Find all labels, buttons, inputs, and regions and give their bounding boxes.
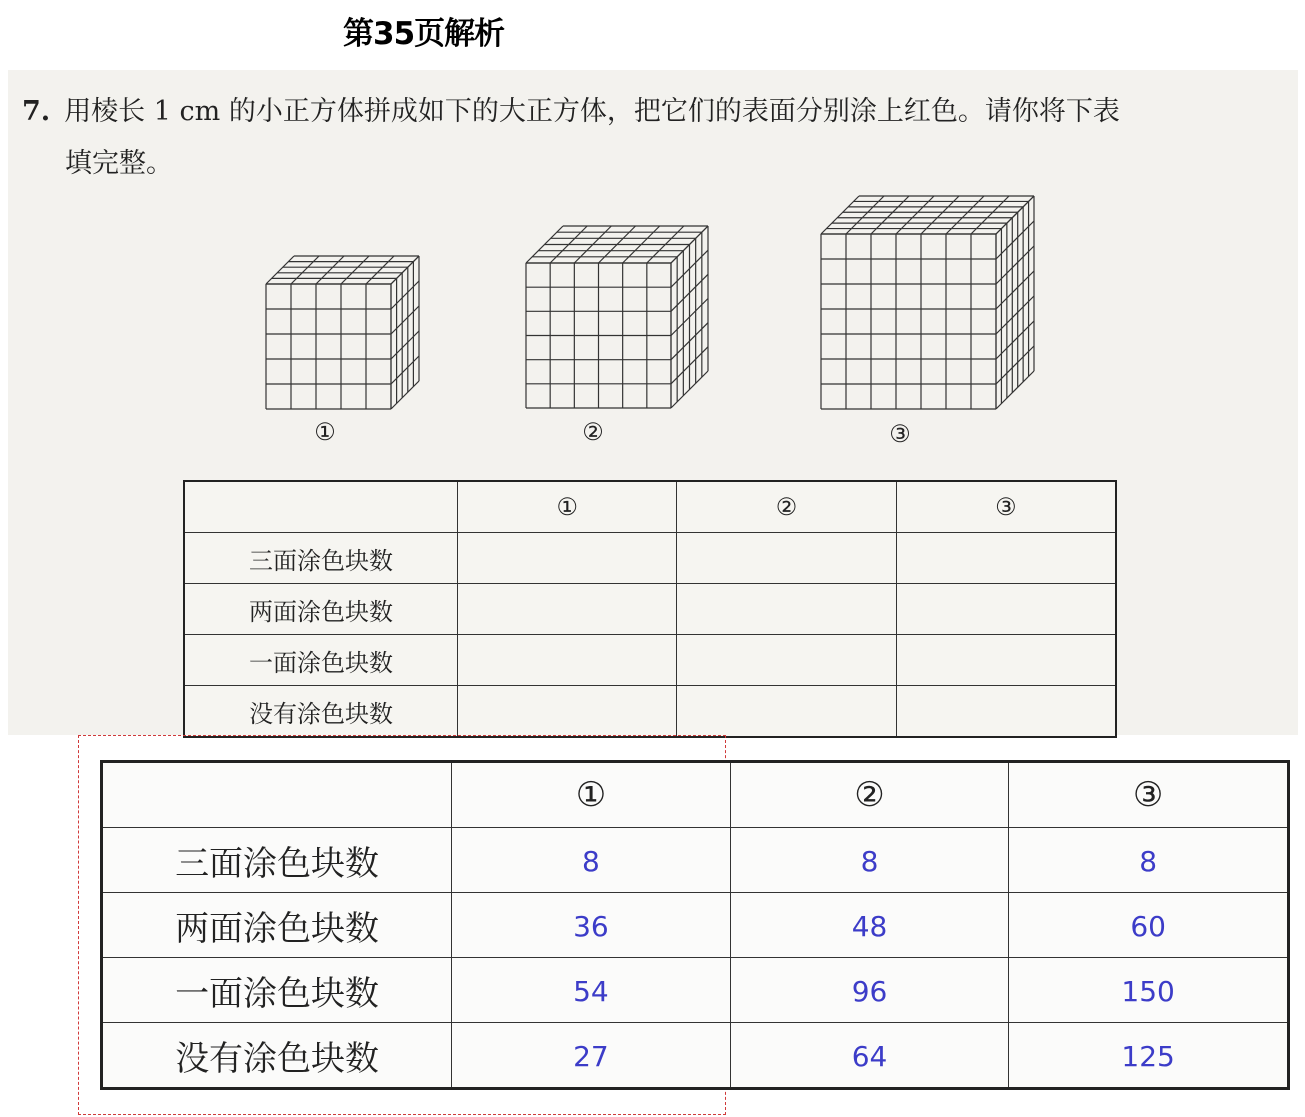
empty-cell [677, 533, 896, 584]
empty-cell [677, 584, 896, 635]
blank-table [183, 480, 1117, 738]
table-row [102, 828, 1289, 893]
empty-cell [458, 686, 677, 738]
table-row [184, 584, 1116, 635]
table-header-row [184, 481, 1116, 533]
cube-label-2: ② [582, 418, 604, 446]
answer-value: 150 [1121, 975, 1175, 1008]
cube-figure-1 [265, 255, 420, 414]
answer-value: 96 [851, 975, 888, 1008]
question-number: 7. [22, 96, 51, 127]
answer-cell [730, 828, 1009, 893]
answer-table [100, 760, 1290, 1090]
question-line-2: 填完整。 [65, 148, 173, 179]
answer-value: 8 [860, 845, 879, 878]
answer-cell [452, 1023, 731, 1089]
cube-grid-svg [820, 195, 1035, 410]
answer-value: 8 [582, 845, 600, 878]
empty-cell [677, 686, 896, 738]
row-label: 没有涂色块数 [102, 1023, 452, 1089]
header-cell-2: ② [677, 481, 896, 533]
row-label: 三面涂色块数 [184, 533, 458, 584]
question-line-1: 用棱长 1 cm 的小正方体拼成如下的大正方体，把它们的表面分别涂上红色。请你将下表 [64, 96, 1120, 127]
cube-label-3: ③ [889, 420, 911, 448]
cube-grid-svg [265, 255, 420, 410]
empty-cell [896, 686, 1116, 738]
table-header-row [102, 762, 1289, 828]
table-row [102, 958, 1289, 1023]
answer-cell [1009, 958, 1289, 1023]
answer-value: 60 [1130, 910, 1166, 943]
empty-cell [677, 635, 896, 686]
row-label: 两面涂色块数 [102, 893, 452, 958]
empty-cell [458, 635, 677, 686]
answer-cell [730, 893, 1009, 958]
answer-cell [730, 958, 1009, 1023]
table-row [184, 533, 1116, 584]
answer-cell [1009, 1023, 1289, 1089]
answer-cell [452, 893, 731, 958]
answer-value: 125 [1121, 1040, 1175, 1073]
header-cell-3: ③ [896, 481, 1116, 533]
row-label: 没有涂色块数 [184, 686, 458, 738]
cube-label-1: ① [314, 418, 336, 446]
row-label: 两面涂色块数 [184, 584, 458, 635]
cube-figure-3 [820, 195, 1035, 414]
answer-value: 64 [851, 1040, 888, 1073]
question-text [22, 86, 1282, 190]
answer-value: 8 [1139, 845, 1158, 878]
row-label: 三面涂色块数 [102, 828, 452, 893]
page-title: 第35页解析 [343, 16, 505, 52]
empty-cell [896, 584, 1116, 635]
header-cell-empty [184, 481, 458, 533]
answer-cell [1009, 828, 1289, 893]
header-cell-2: ② [730, 762, 1009, 828]
answer-value: 54 [573, 975, 609, 1008]
table-row [184, 686, 1116, 738]
table-row [184, 635, 1116, 686]
table-row [102, 893, 1289, 958]
answer-cell [730, 1023, 1009, 1089]
empty-cell [458, 533, 677, 584]
answer-value: 48 [851, 910, 888, 943]
cube-figure-2 [525, 225, 709, 413]
table-row [102, 1023, 1289, 1089]
row-label: 一面涂色块数 [102, 958, 452, 1023]
header-cell-3: ③ [1009, 762, 1289, 828]
empty-cell [896, 533, 1116, 584]
cube-grid-svg [525, 225, 709, 409]
row-label: 一面涂色块数 [184, 635, 458, 686]
answer-value: 27 [573, 1040, 609, 1073]
answer-cell [1009, 893, 1289, 958]
answer-cell [452, 958, 731, 1023]
empty-cell [458, 584, 677, 635]
header-cell-1: ① [458, 481, 677, 533]
answer-value: 36 [573, 910, 609, 943]
answer-cell [452, 828, 731, 893]
empty-cell [896, 635, 1116, 686]
header-cell-empty [102, 762, 452, 828]
header-cell-1: ① [452, 762, 731, 828]
